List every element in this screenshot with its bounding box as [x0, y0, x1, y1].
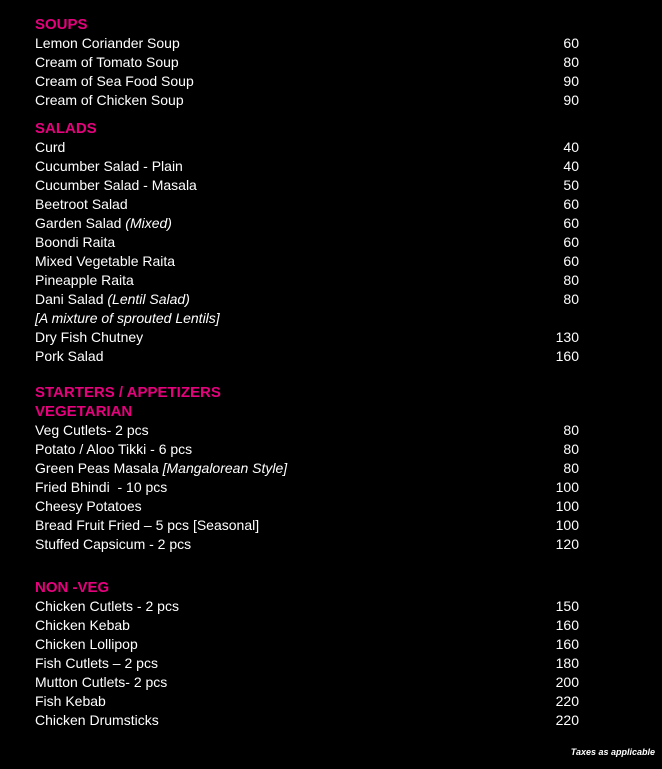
item-name: Dry Fish Chutney: [35, 329, 144, 345]
menu-item: [35, 673, 579, 692]
menu-item: [35, 711, 579, 730]
item-name: Chicken Kebab: [35, 617, 130, 633]
menu-item: [35, 290, 579, 309]
menu-item: [35, 597, 579, 616]
item-name: Cream of Sea Food Soup: [35, 73, 194, 89]
menu-item: [35, 271, 579, 290]
section-heading-salads: SALADS: [35, 120, 97, 137]
item-price: 200: [555, 674, 579, 690]
taxes-footnote: Taxes as applicable: [570, 747, 655, 757]
menu-item-description: [35, 309, 579, 328]
item-price: 40: [563, 139, 579, 155]
menu-item: [35, 654, 579, 673]
item-price: 100: [555, 479, 579, 495]
item-price: 130: [555, 329, 579, 345]
item-price: 60: [563, 35, 579, 51]
item-price: 60: [563, 234, 579, 250]
item-price: 60: [563, 196, 579, 212]
section-heading-soups: SOUPS: [35, 16, 88, 33]
item-name: Curd: [35, 139, 66, 155]
item-price: 80: [563, 441, 579, 457]
item-name: Boondi Raita: [35, 234, 116, 250]
item-description: [A mixture of sprouted Lentils]: [35, 310, 220, 326]
menu-item: [35, 328, 579, 347]
item-note: [Mangalorean Style]: [162, 460, 288, 476]
item-price: 60: [563, 253, 579, 269]
section-heading-nonveg: NON -VEG: [35, 579, 110, 596]
item-name: Chicken Drumsticks: [35, 712, 159, 728]
item-name: Mutton Cutlets- 2 pcs: [35, 674, 168, 690]
item-price: 160: [555, 348, 579, 364]
menu-item: [35, 233, 579, 252]
item-name: Stuffed Capsicum - 2 pcs: [35, 536, 192, 552]
menu-item: [35, 440, 579, 459]
menu-item: [35, 53, 579, 72]
menu-item: [35, 214, 579, 233]
item-price: 160: [555, 617, 579, 633]
item-name: Fried Bhindi - 10 pcs: [35, 479, 168, 495]
item-price: 220: [555, 712, 579, 728]
item-price: 180: [555, 655, 579, 671]
item-price: 100: [555, 517, 579, 533]
menu-item: [35, 516, 579, 535]
item-name: Potato / Aloo Tikki - 6 pcs: [35, 441, 193, 457]
item-name: Fish Cutlets – 2 pcs: [35, 655, 158, 671]
item-name: Fish Kebab: [35, 693, 106, 709]
item-name: Green Peas Masala: [35, 460, 159, 476]
menu-item: [35, 138, 579, 157]
item-name: Cucumber Salad - Masala: [35, 177, 197, 193]
item-name: Garden Salad: [35, 215, 122, 231]
item-price: 90: [563, 92, 579, 108]
item-price: 60: [563, 215, 579, 231]
item-name: Cucumber Salad - Plain: [35, 158, 183, 174]
item-price: 80: [563, 422, 579, 438]
item-name: Mixed Vegetable Raita: [35, 253, 176, 269]
menu-item: [35, 72, 579, 91]
item-name: Chicken Lollipop: [35, 636, 138, 652]
item-price: 80: [563, 291, 579, 307]
item-price: 80: [563, 272, 579, 288]
item-name: Lemon Coriander Soup: [35, 35, 180, 51]
menu-item: [35, 347, 579, 366]
section-subheading-vegetarian: VEGETARIAN: [35, 403, 133, 420]
menu-item: [35, 176, 579, 195]
item-price: 80: [563, 460, 579, 476]
item-name: Veg Cutlets- 2 pcs: [35, 422, 149, 438]
item-note: (Mixed): [125, 215, 172, 231]
item-name: Beetroot Salad: [35, 196, 128, 212]
item-name: Cream of Chicken Soup: [35, 92, 184, 108]
item-price: 50: [563, 177, 579, 193]
section-heading-starters: STARTERS / APPETIZERS: [35, 384, 221, 401]
item-price: 150: [555, 598, 579, 614]
menu-item: [35, 497, 579, 516]
menu-item: [35, 616, 579, 635]
menu-item: [35, 252, 579, 271]
menu-item: [35, 635, 579, 654]
menu-item: [35, 421, 579, 440]
menu-item: [35, 195, 579, 214]
item-name: Pork Salad: [35, 348, 104, 364]
item-name: Cheesy Potatoes: [35, 498, 142, 514]
item-name: Cream of Tomato Soup: [35, 54, 179, 70]
item-price: 90: [563, 73, 579, 89]
item-price: 100: [555, 498, 579, 514]
item-name: Bread Fruit Fried – 5 pcs [Seasonal]: [35, 517, 260, 533]
menu-item: [35, 459, 579, 478]
item-price: 120: [555, 536, 579, 552]
item-name: Dani Salad: [35, 291, 104, 307]
menu-item: [35, 91, 579, 110]
item-price: 80: [563, 54, 579, 70]
item-note: (Lentil Salad): [107, 291, 190, 307]
item-price: 40: [563, 158, 579, 174]
menu-item: [35, 478, 579, 497]
item-price: 220: [555, 693, 579, 709]
item-name: Pineapple Raita: [35, 272, 134, 288]
menu-item: [35, 34, 579, 53]
item-price: 160: [555, 636, 579, 652]
item-name: Chicken Cutlets - 2 pcs: [35, 598, 179, 614]
menu-item: [35, 692, 579, 711]
menu-item: [35, 157, 579, 176]
menu-item: [35, 535, 579, 554]
